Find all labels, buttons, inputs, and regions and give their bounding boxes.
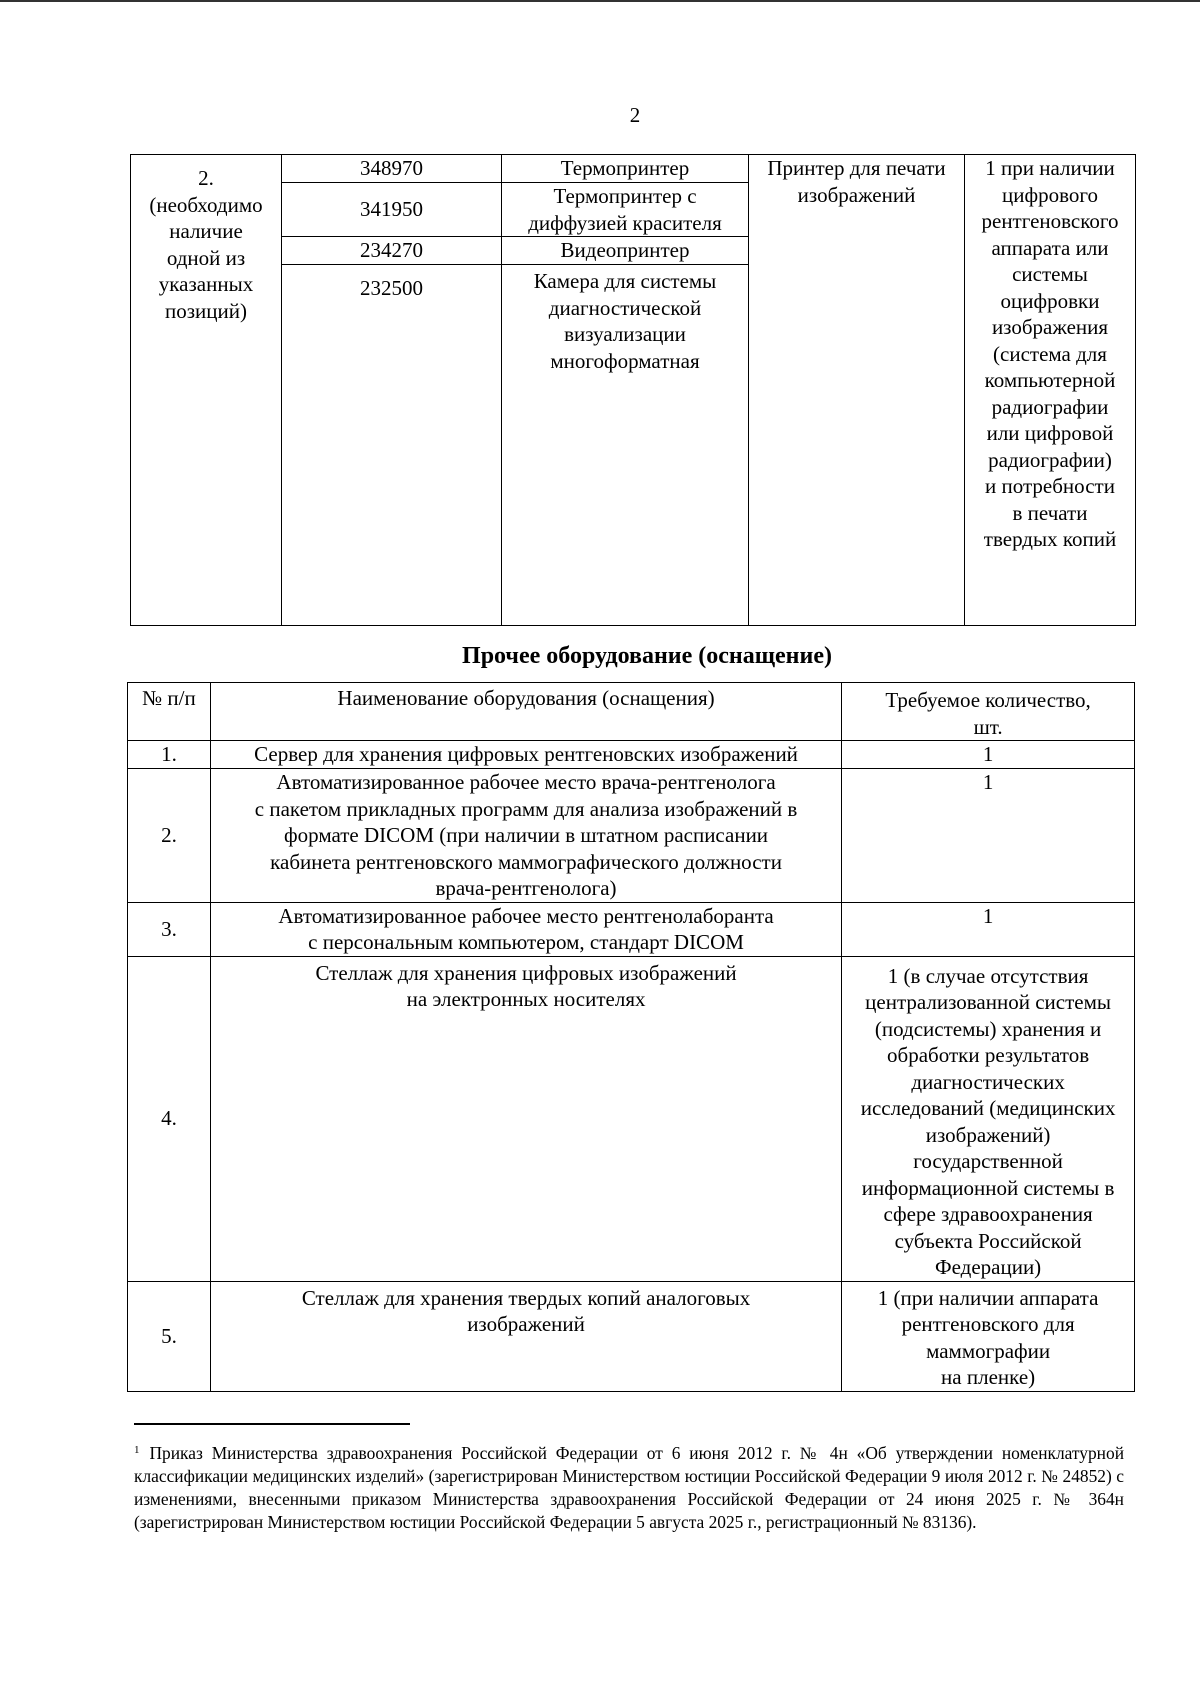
row-num: 4. (128, 956, 211, 1281)
row-name: Стеллаж для хранения твердых копий аналоговых изображений (210, 1281, 841, 1391)
name-item-1: Термопринтер (502, 155, 748, 183)
row-num: 2. (128, 769, 211, 903)
page-number: 2 (629, 103, 641, 127)
row-name: Автоматизированное рабочее место рентгенолаборанта с персональным компьютером, стандарт DICOM (210, 902, 841, 956)
header-qty: Требуемое количество, шт. (842, 683, 1135, 741)
purpose-cell: Принтер для печати изображений (749, 155, 965, 626)
code-341950: 341950 (282, 183, 501, 237)
code-232500: 232500 (360, 276, 423, 300)
table-row (128, 1281, 1135, 1391)
footnote-separator (134, 1423, 410, 1425)
other-equipment-table (127, 682, 1135, 1392)
table-row (128, 902, 1135, 956)
row-num: 3. (128, 902, 211, 956)
row-qty: 1 (842, 769, 1135, 903)
row-qty: 1 (при наличии аппарата рентгеновского для маммографии на пленке) (842, 1281, 1135, 1391)
table-header-row (128, 683, 1135, 741)
name-item-4: Камера для системы диагностической визуализации многоформатная (533, 269, 717, 373)
row-name: Сервер для хранения цифровых рентгеновских изображений (210, 741, 841, 769)
row-qty: 1 (842, 902, 1135, 956)
code-234270: 234270 (282, 237, 501, 265)
row-qty: 1 (842, 741, 1135, 769)
codes-cell (282, 155, 502, 626)
footnote (134, 1439, 1124, 1534)
row-num: 1. (128, 741, 211, 769)
table-row (128, 741, 1135, 769)
table-row (128, 769, 1135, 903)
header-name: Наименование оборудования (оснащения) (210, 683, 841, 741)
row-num: 5. (128, 1281, 211, 1391)
footnote-text: Приказ Министерства здравоохранения Российской Федерации от 6 июня 2012 г. № 4н «Об утверждении номенклатурной классификации медицинских изделий» (зарегистрирован Министерством юстиции Российской Федерации 9 июля 2012 г. № 24852) с изменениями, внесенными приказом Министерства здравоохранения Российской Федерации от 24 июня 2025 г. № 364н (зарегистрирован Министерством юстиции Российской Федерации 5 августа 2025 г., регистрационный № 83136). (134, 1443, 1124, 1532)
quantity-cell: 1 при наличии цифрового рентгеновского аппарата или системы оцифровки изображения (система для компьютерной радиографии или цифровой радиографии) и потребности в печати твердых копий (965, 155, 1136, 626)
row-name: Стеллаж для хранения цифровых изображений на электронных носителях (210, 956, 841, 1281)
table-row (128, 956, 1135, 1281)
name-item-2: Термопринтер с диффузией красителя (502, 183, 748, 237)
code-348970: 348970 (282, 155, 501, 183)
header-num: № п/п (128, 683, 211, 741)
row-qty: 1 (в случае отсутствия централизованной системы (подсистемы) хранения и обработки результатов диагностических исследований (медицинских изображений) государственной информационной системы в сфере здравоохранения субъекта Российской Федерации) (842, 956, 1135, 1281)
page-top-border (0, 0, 1200, 2)
footnote-marker: 1 (134, 1444, 140, 1456)
group-label-cell: 2. (необходимо наличие одной из указанных позиций) (131, 155, 282, 626)
names-cell (502, 155, 749, 626)
section-title: Прочее оборудование (оснащение) (462, 643, 832, 669)
table-row (131, 155, 1136, 626)
row-name: Автоматизированное рабочее место врача-рентгенолога с пакетом прикладных программ для анализа изображений в формате DICOM (при наличии в штатном расписании кабинета рентгеновского маммографического должности врача-рентгенолога) (210, 769, 841, 903)
equipment-continuation-table (130, 154, 1136, 626)
name-item-3: Видеопринтер (502, 237, 748, 265)
